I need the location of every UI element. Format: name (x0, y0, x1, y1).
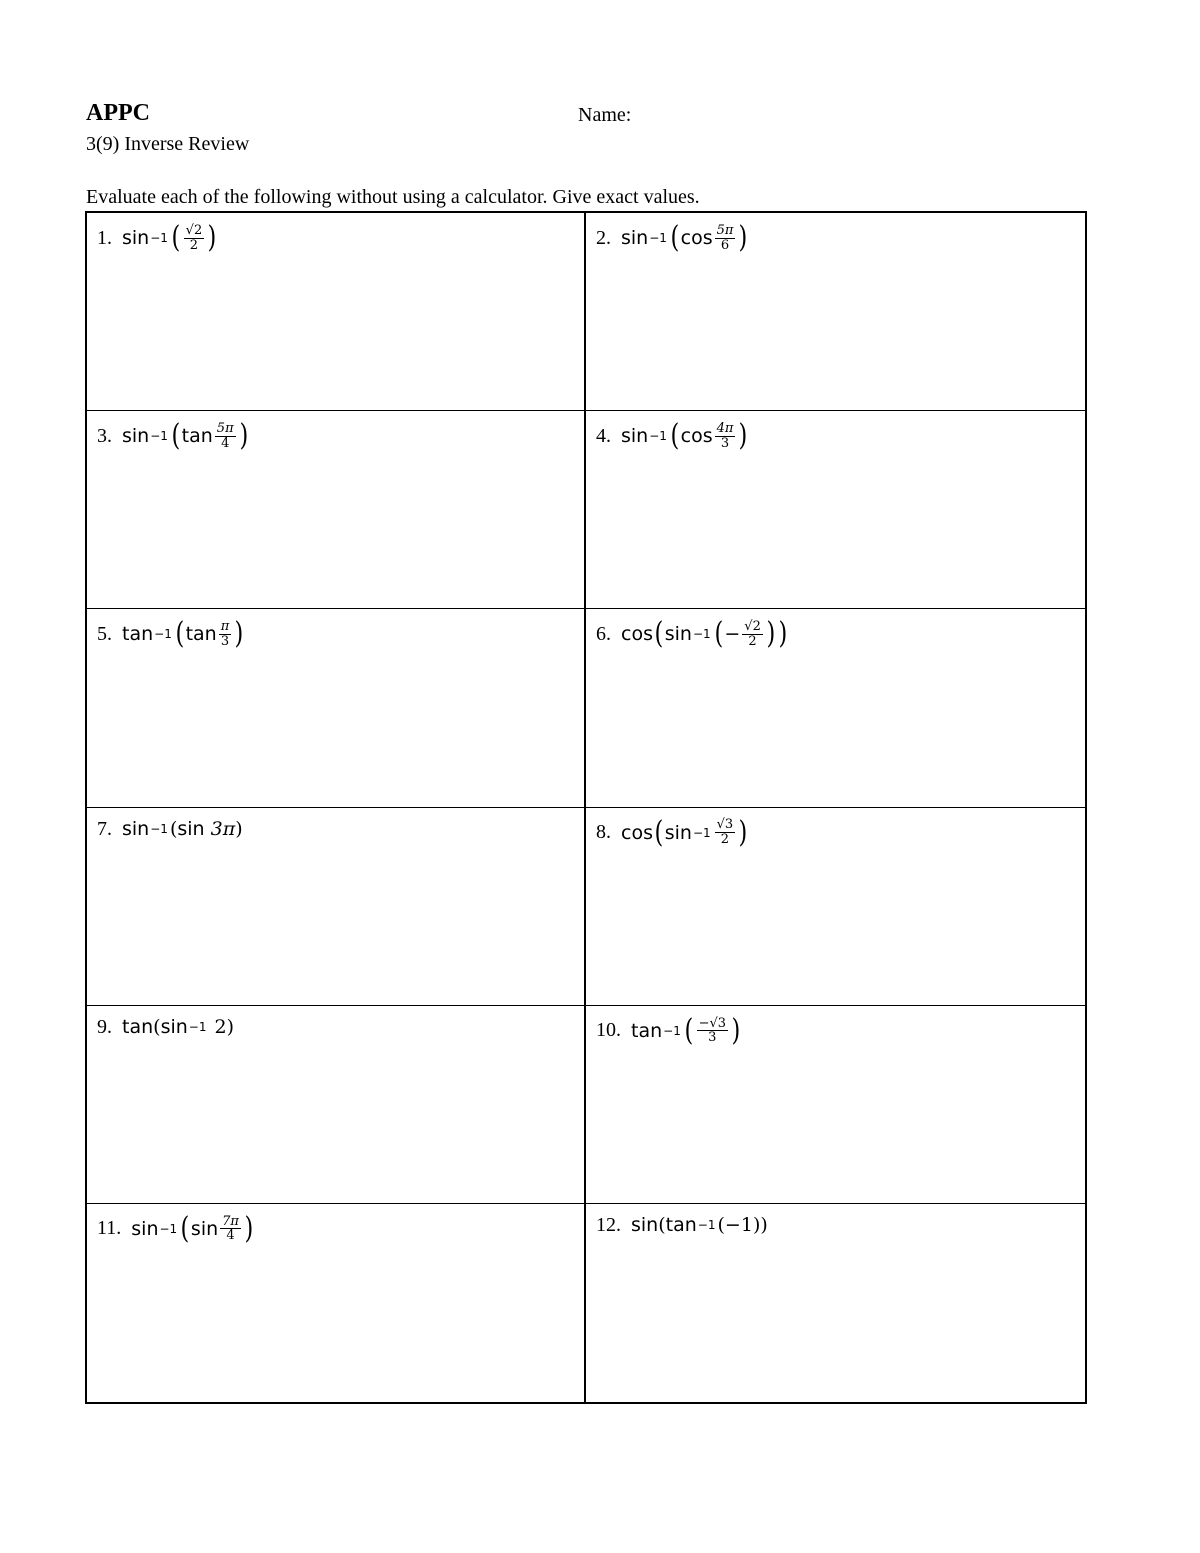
problem-cell[interactable] (586, 411, 1085, 609)
problem-number: 11. (97, 1217, 122, 1240)
problem-number: 10. (596, 1019, 621, 1042)
course-title: APPC (86, 100, 150, 126)
problem-number: 7. (97, 817, 112, 840)
problem-expression: tan ( sin −1 2 ) (122, 1016, 235, 1039)
problem-expression: tan −1 ( $\frac{-√3}{3}$ ) (631, 1012, 741, 1048)
problem-grid (85, 211, 1087, 1404)
problem-number: 1. (97, 226, 112, 249)
problem-number: 4. (596, 424, 611, 447)
problem-cell[interactable] (586, 1204, 1085, 1402)
problem-expression: cos ( sin −1 $\frac{√3}{2}$ ) (621, 814, 748, 850)
problem-expression: sin −1 ( sin 3π ) (122, 818, 243, 840)
problem-expression: tan −1 ( tan $\frac{\pi}{3}$ ) (122, 616, 244, 652)
problem-expression: cos ( sin −1 ( − $\frac{√2}{2}$ ) ) (621, 616, 787, 652)
problem-cell[interactable] (87, 213, 586, 411)
problem-cell[interactable] (87, 609, 586, 807)
problem-expression: sin −1 ( sin $\frac{7\pi}{4}$ ) (131, 1210, 254, 1246)
problem-cell[interactable] (586, 808, 1085, 1006)
problem-cell[interactable] (586, 213, 1085, 411)
problem-number: 12. (596, 1213, 621, 1236)
worksheet-subtitle: 3(9) Inverse Review (86, 133, 250, 155)
problem-expression: sin −1 ( cos $\frac{4\pi}{3}$ ) (621, 418, 748, 454)
problem-cell[interactable] (87, 1204, 586, 1402)
instructions: Evaluate each of the following without using a calculator. Give exact values. (86, 186, 700, 208)
problem-cell[interactable] (586, 609, 1085, 807)
problem-number: 8. (596, 821, 611, 843)
problem-number: 2. (596, 226, 611, 249)
problem-number: 9. (97, 1015, 112, 1038)
problem-cell[interactable] (87, 808, 586, 1006)
name-label: Name: (578, 104, 632, 126)
problem-cell[interactable] (87, 411, 586, 609)
problem-number: 6. (596, 622, 611, 645)
problem-expression: sin −1 ( $\frac{√2}{2}$ ) (122, 220, 217, 255)
problem-cell[interactable] (586, 1006, 1085, 1204)
problem-expression: sin −1 ( tan $\frac{5\pi}{4}$ ) (122, 418, 248, 454)
problem-number: 5. (97, 622, 112, 645)
problem-number: 3. (97, 424, 112, 447)
problem-cell[interactable] (87, 1006, 586, 1204)
problem-expression: sin −1 ( cos $\frac{5\pi}{6}$ ) (621, 220, 748, 255)
problem-expression: sin ( tan −1 ( −1 )) (631, 1214, 768, 1237)
